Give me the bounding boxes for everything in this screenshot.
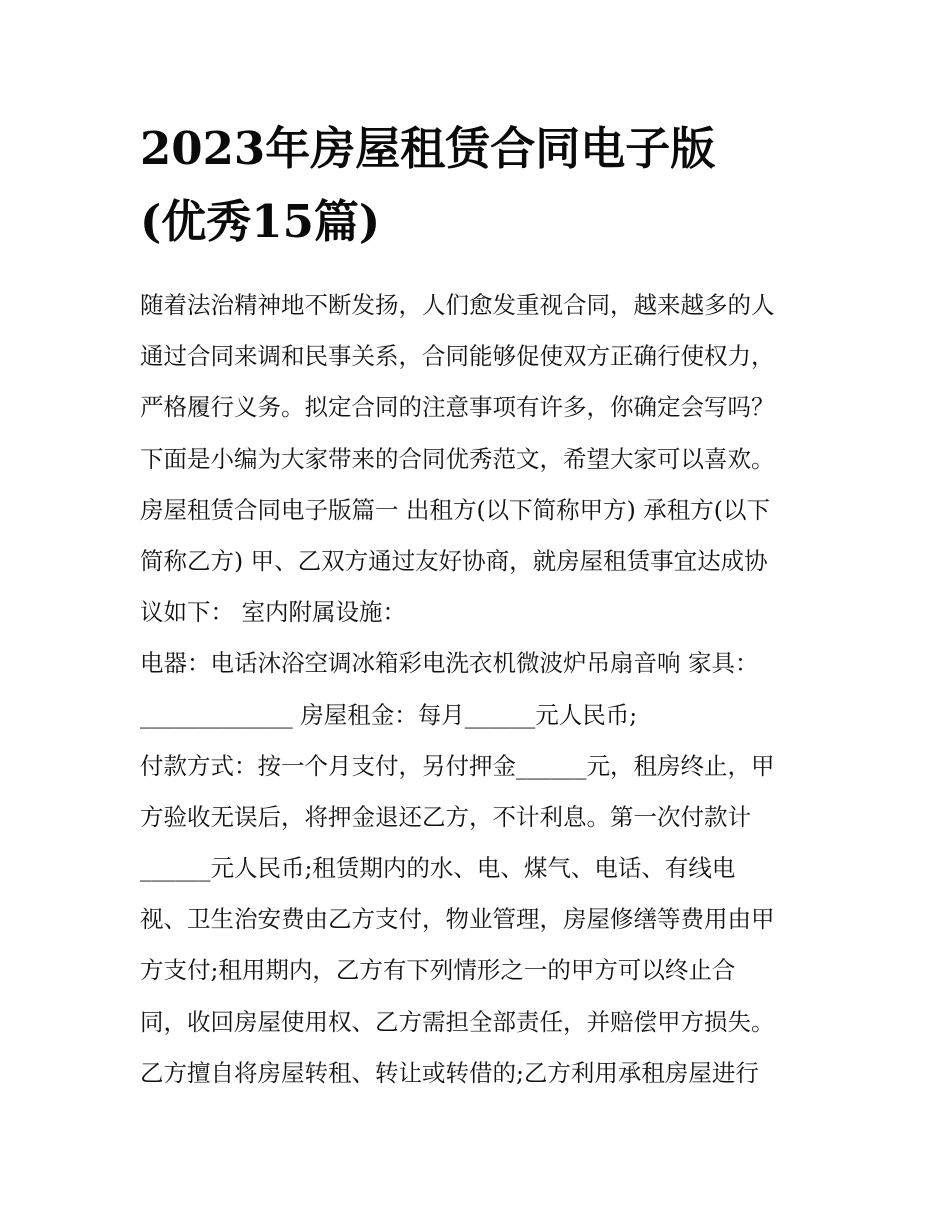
body-line: 方支付;租用期内，乙方有下列情形之一的甲方可以终止合: [140, 956, 736, 985]
body-line: 电器：电话沐浴空调冰箱彩电洗衣机微波炉吊扇音响 家具：: [140, 649, 759, 678]
body-line: 同，收回房屋使用权、乙方需担全部责任，并赔偿甲方损失。: [140, 1007, 775, 1036]
body-line: 严格履行义务。拟定合同的注意事项有许多，你确定会写吗？: [140, 393, 775, 422]
document-title: [140, 112, 830, 258]
body-line: 通过合同来调和民事关系，合同能够促使双方正确行使权力，: [140, 342, 775, 371]
body-line: 付款方式：按一个月支付，另付押金______元，租房终止，甲: [140, 751, 775, 780]
title-line: (优秀15篇): [140, 195, 381, 248]
body-line: _____________ 房屋租金：每月______元人民币;: [140, 700, 638, 729]
document-body: [140, 280, 830, 1099]
title-line: 2023年房屋租赁合同电子版: [140, 122, 716, 175]
body-line: 随着法治精神地不断发扬，人们愈发重视合同，越来越多的人: [140, 291, 775, 319]
body-line: ______元人民币;租赁期内的水、电、煤气、电话、有线电: [140, 854, 736, 883]
body-line: 简称乙方) 甲、乙双方通过友好协商，就房屋租赁事宜达成协: [140, 546, 768, 575]
body-line: 视、卫生治安费由乙方支付，物业管理，房屋修缮等费用由甲: [140, 905, 775, 934]
body-line: 乙方擅自将房屋转租、转让或转借的;乙方利用承租房屋进行: [140, 1058, 759, 1087]
body-line: 议如下： 室内附属设施：: [140, 598, 406, 627]
body-line: 方验收无误后，将押金退还乙方，不计利息。第一次付款计: [140, 802, 751, 831]
body-line: 房屋租赁合同电子版篇一 出租方(以下简称甲方) 承租方(以下: [140, 495, 770, 524]
body-line: 下面是小编为大家带来的合同优秀范文，希望大家可以喜欢。: [140, 444, 775, 473]
